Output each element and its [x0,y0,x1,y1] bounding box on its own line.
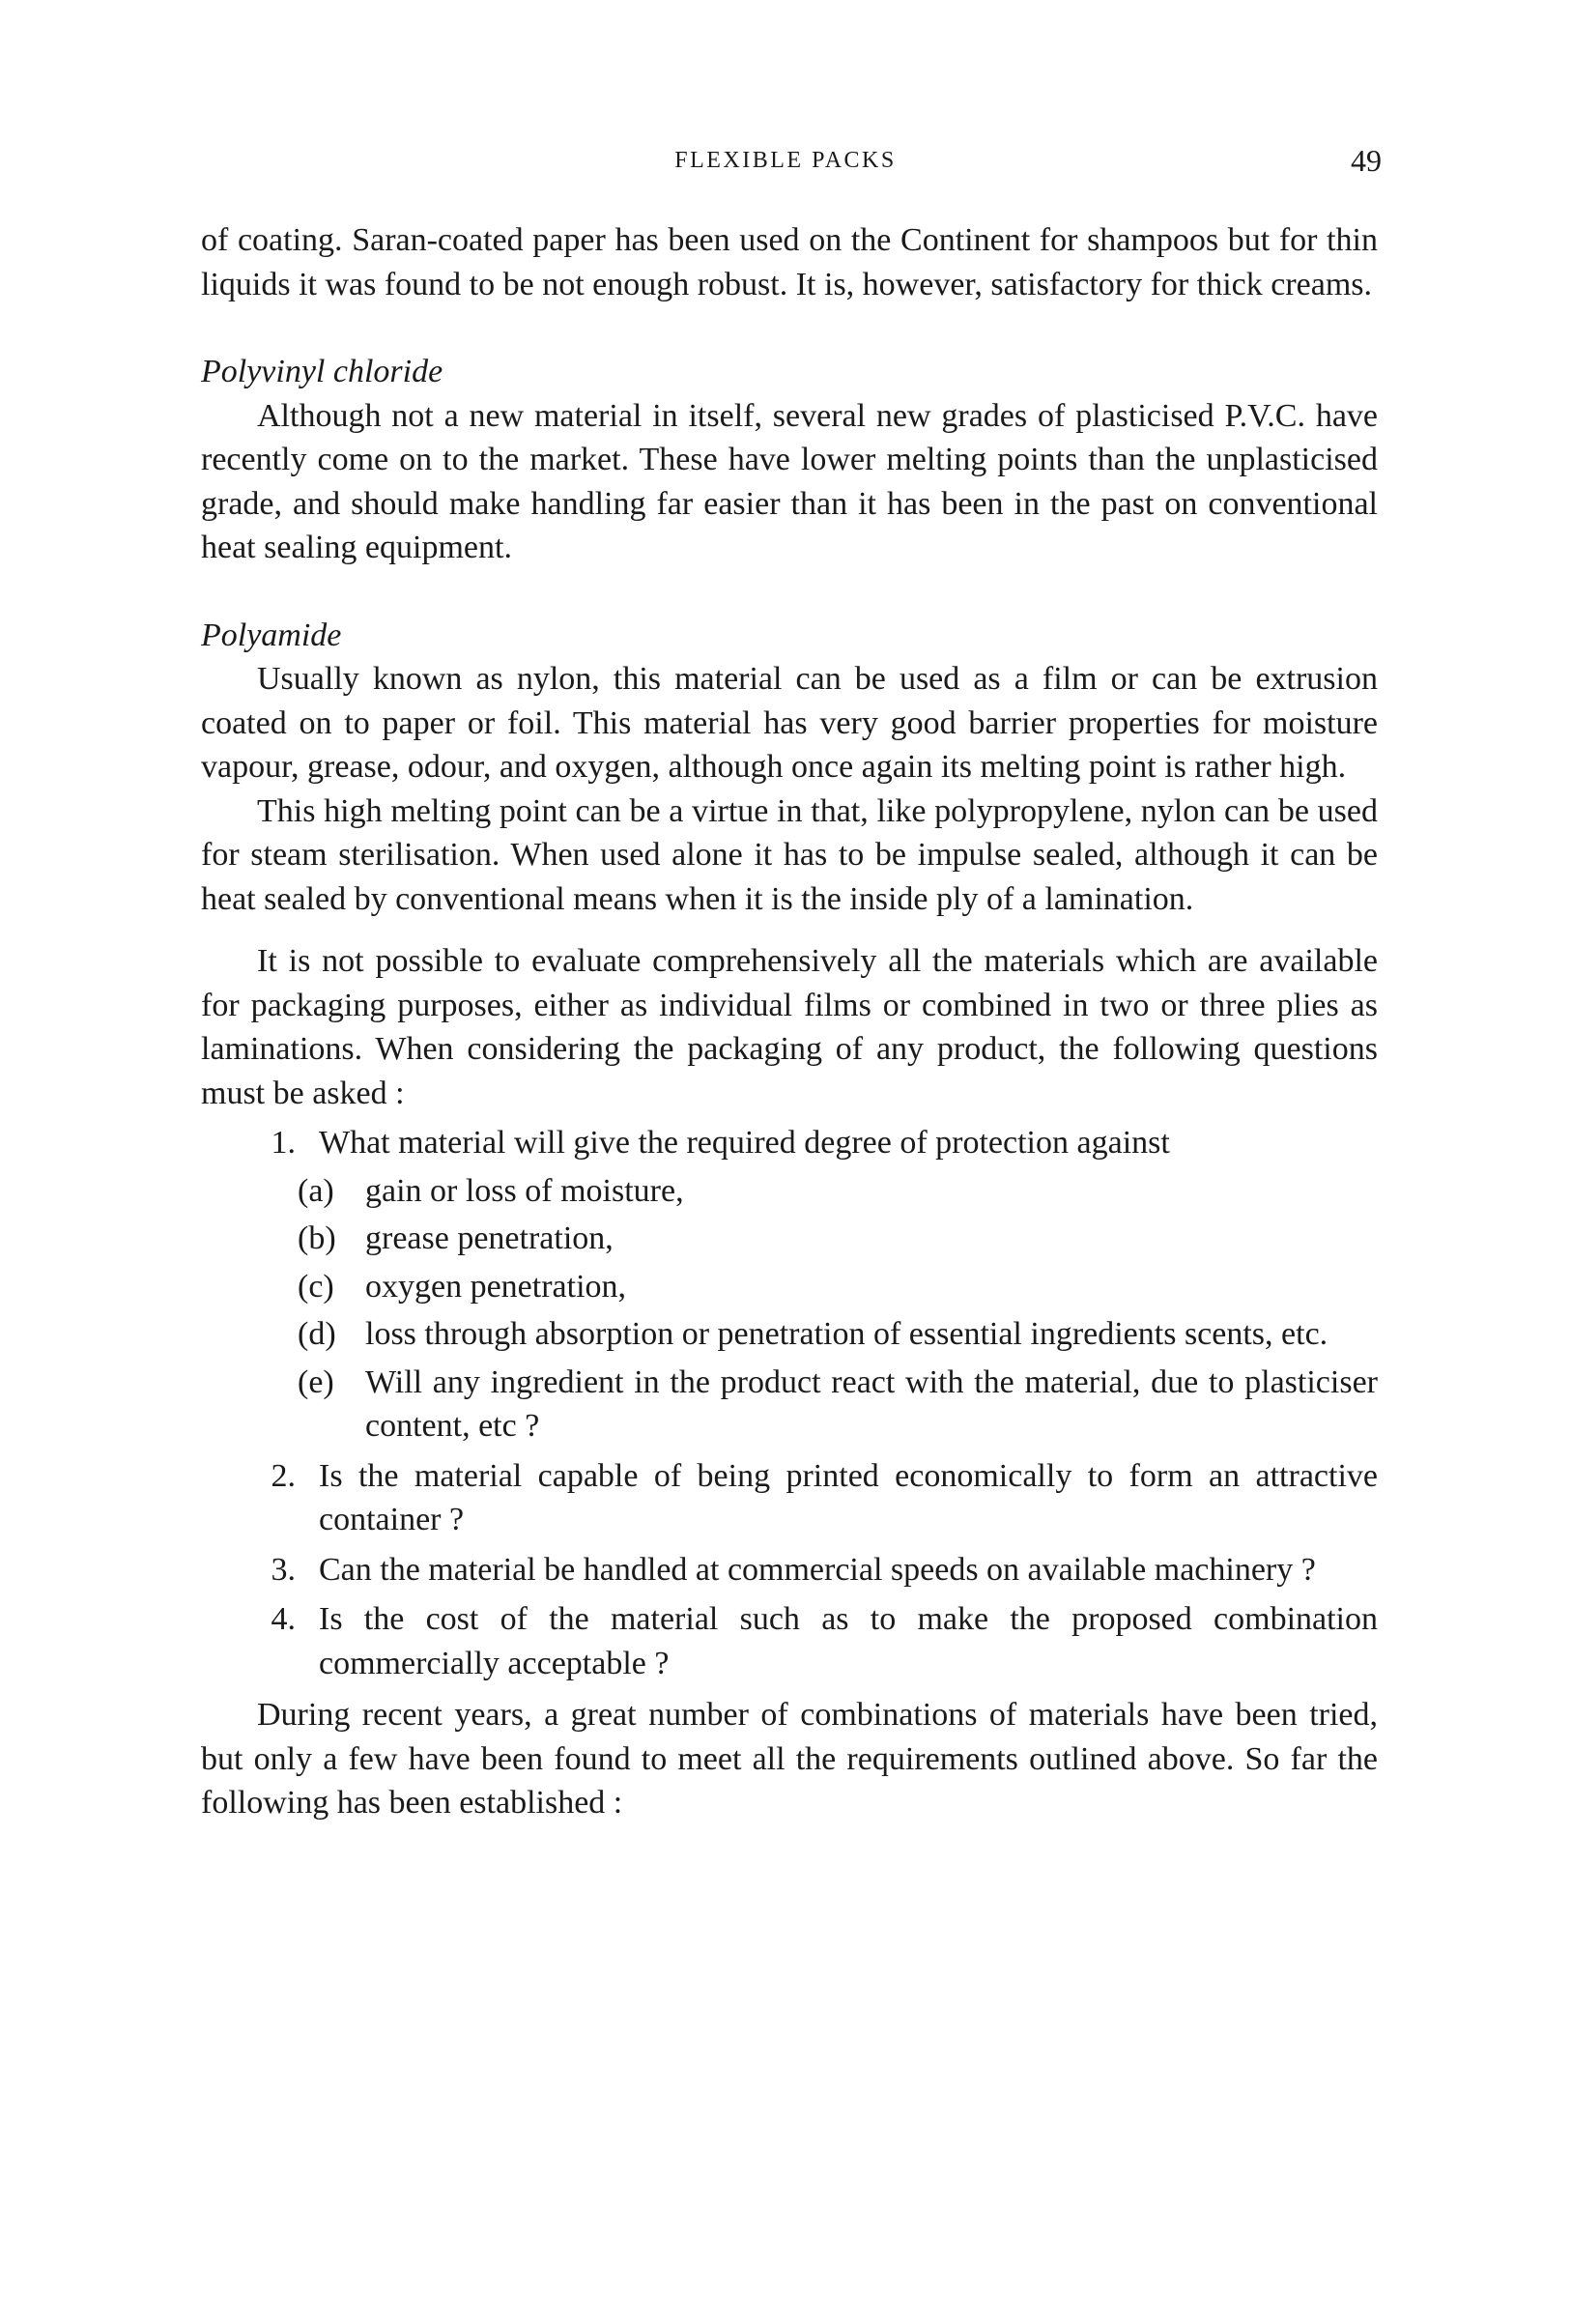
sub-question-text: grease penetration, [365,1220,614,1256]
running-head [0,141,1571,180]
body-text [201,218,1378,1825]
section-heading-pvc: Polyvinyl chloride [201,354,443,389]
sub-question-text: Will any ingredient in the product react with the material, due to plasticiser content, etc ? [365,1363,1378,1444]
sub-question-item [298,1312,1378,1357]
question-list [201,1121,1378,1685]
page-number: 49 [1351,143,1382,178]
section-heading-polyamide: Polyamide [201,617,342,653]
sub-question-text: oxygen penetration, [365,1268,627,1305]
question-text: What material will give the required degree of protection against [319,1125,1170,1161]
question-text: Can the material be handled at commercial speeds on available machinery ? [319,1551,1316,1588]
question-item [201,1454,1378,1542]
question-item [201,1597,1378,1685]
sub-question-label: (c) [298,1268,334,1305]
sub-question-text: loss through absorption or penetration of essential ingredients scents, etc. [365,1316,1328,1352]
question-item [201,1548,1378,1592]
sub-question-text: gain or loss of moisture, [365,1172,684,1209]
polyamide-paragraph-2: This high melting point can be a virtue in that, like polypropylene, nylon can be used for steam sterilisation. When used alone it has to be impulse sealed, although it can be heat sealed by conventional means when it is the inside ply of a lamination. [201,792,1378,917]
sub-question-label: (e) [298,1363,334,1400]
sub-question-label: (b) [298,1220,336,1256]
question-item [201,1121,1378,1165]
sub-question-label: (d) [298,1316,336,1352]
final-paragraph: During recent years, a great number of combinations of materials have been tried, but only a few have been found to meet all the requirements outlined above. So far the following has been established : [201,1697,1378,1821]
sub-question-item [298,1265,1378,1309]
intro-paragraph: of coating. Saran-coated paper has been used on the Continent for shampoos but for thin liquids it was found to be not enough robust. It is, however, satisfactory for thick creams. [201,222,1378,302]
running-title: FLEXIBLE PACKS [674,148,897,173]
question-number: 4. [271,1601,296,1637]
question-text: Is the cost of the material such as to make the proposed combination commercially acceptable ? [319,1601,1378,1681]
sub-question-item [298,1361,1378,1449]
question-number: 1. [271,1125,296,1161]
question-text: Is the material capable of being printed economically to form an attractive container ? [319,1457,1378,1537]
sub-question-item [298,1169,1378,1214]
question-number: 2. [271,1457,296,1494]
evaluate-paragraph: It is not possible to evaluate comprehensively all the materials which are available for packaging purposes, either as individual films or combined in two or three plies as laminations. When considering the packaging of any product, the following questions must be asked : [201,943,1378,1111]
pvc-paragraph: Although not a new material in itself, several new grades of plasticised P.V.C. have recently come on to the market. These have lower melting points than the unplasticised grade, and should make handling far easier than it has been in the past on conventional heat sealing equipment. [201,397,1378,565]
polyamide-paragraph-1: Usually known as nylon, this material can be used as a film or can be extrusion coated on to paper or foil. This material has very good barrier properties for moisture vapour, grease, odour, and oxygen, although once again its melting point is rather high. [201,661,1378,785]
question-number: 3. [271,1551,296,1588]
sub-question-item [298,1217,1378,1261]
sub-question-label: (a) [298,1172,334,1209]
